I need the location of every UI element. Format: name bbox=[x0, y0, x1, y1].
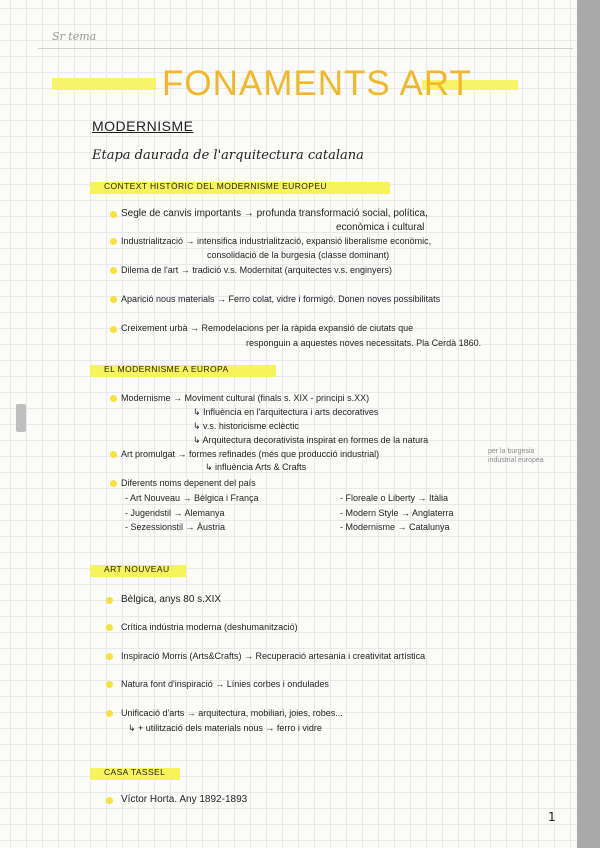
margin-tab bbox=[16, 404, 26, 432]
noms-left-2: - Jugendstil → Alemanya bbox=[125, 508, 225, 518]
section-europa-label: EL MODERNISME A EUROPA bbox=[104, 364, 229, 374]
europa-noms-intro: Diferents noms depenent del país bbox=[121, 478, 256, 488]
europa-sub-2: ↳ v.s. historicisme eclèctic bbox=[193, 421, 299, 431]
topic-label: Sr tema bbox=[52, 30, 97, 43]
title-highlight-left bbox=[52, 78, 156, 90]
art-nouveau-item-4: Natura font d'inspiració → Línies corbes i ondulades bbox=[121, 679, 329, 689]
noms-right-3: - Modernisme → Catalunya bbox=[340, 522, 450, 532]
subtitle: Etapa daurada de l'arquitectura catalana bbox=[92, 148, 364, 163]
bullet-dot bbox=[110, 211, 117, 218]
side-note-2: industrial europea bbox=[488, 457, 544, 464]
noms-left-3: - Sezessionstil → Àustria bbox=[125, 522, 226, 532]
section-art-nouveau-label: ART NOUVEAU bbox=[104, 564, 170, 574]
context-item-2-cont: consolidació de la burgesia (classe dominant) bbox=[207, 250, 390, 260]
topic-line bbox=[38, 24, 573, 49]
section-art-nouveau bbox=[104, 564, 170, 574]
europa-modernisme: Modernisme → Moviment cultural (finals s. XIX - principi s.XX) bbox=[121, 393, 370, 403]
side-note-1: per la burgesia bbox=[488, 448, 535, 455]
context-item-4: Aparició nous materials → Ferro colat, vidre i formigó. Donen noves possibilitats bbox=[121, 294, 441, 304]
context-item-3: Dilema de l'art → tradició v.s. Modernitat (arquitectes v.s. enginyers) bbox=[121, 265, 392, 275]
context-item-5: Creixement urbà → Remodelacions per la ràpida expansió de ciutats que bbox=[121, 323, 414, 333]
heading-modernisme: MODERNISME bbox=[92, 118, 194, 134]
europa-sub-1: ↳ Influència en l'arquitectura i arts decoratives bbox=[193, 407, 379, 417]
bullet-dot bbox=[106, 597, 113, 604]
page-number: 1 bbox=[548, 810, 556, 824]
bullet-dot bbox=[106, 681, 113, 688]
bullet-dot bbox=[110, 267, 117, 274]
bullet-dot bbox=[110, 238, 117, 245]
bullet-dot bbox=[106, 624, 113, 631]
bullet-dot bbox=[110, 296, 117, 303]
art-nouveau-item-5: Unificació d'arts → arquitectura, mobiliari, joies, robes... bbox=[121, 708, 343, 718]
scroll-gutter bbox=[577, 0, 600, 848]
section-context-label: CONTEXT HISTÒRIC DEL MODERNISME EUROPEU bbox=[104, 181, 327, 191]
europa-sub-3: ↳ Arquitectura decorativista inspirat en formes de la natura bbox=[193, 435, 429, 445]
context-item-5-cont: responguin a aquestes noves necessitats. Pla Cerdà 1860. bbox=[246, 338, 482, 348]
section-casa-tassel bbox=[104, 767, 165, 777]
europa-art-promulgat-sub: ↳ influència Arts & Crafts bbox=[205, 462, 307, 472]
casa-tassel-item-1: Víctor Horta. Any 1892-1893 bbox=[121, 794, 248, 805]
bullet-dot bbox=[110, 395, 117, 402]
bullet-dot bbox=[110, 326, 117, 333]
context-item-1-cont: econòmica i cultural bbox=[336, 222, 425, 233]
page-title: FONAMENTS ART bbox=[162, 64, 472, 103]
art-nouveau-item-2: Crítica indústria moderna (deshumanització) bbox=[121, 622, 298, 632]
context-item-1: Segle de canvis importants → profunda transformació social, política, bbox=[121, 208, 428, 219]
context-item-2: Industrialització → intensifica industrialització, expansió liberalisme econòmic, bbox=[121, 236, 432, 246]
section-context bbox=[104, 181, 327, 191]
art-nouveau-item-6: ↳ + utilització dels materials nous → ferro i vidre bbox=[128, 723, 322, 733]
bullet-dot bbox=[106, 653, 113, 660]
bullet-dot bbox=[106, 797, 113, 804]
art-nouveau-item-3: Inspiració Morris (Arts&Crafts) → Recuperació artesania i creativitat artística bbox=[121, 651, 426, 661]
bullet-dot bbox=[106, 710, 113, 717]
noms-right-1: - Floreale o Liberty → Itàlia bbox=[340, 493, 449, 503]
bullet-dot bbox=[110, 451, 117, 458]
europa-art-promulgat: Art promulgat → formes refinades (més que producció industrial) bbox=[121, 449, 380, 459]
bullet-dot bbox=[110, 480, 117, 487]
section-casa-tassel-label: CASA TASSEL bbox=[104, 767, 166, 777]
section-europa bbox=[104, 364, 229, 374]
art-nouveau-item-1: Bèlgica, anys 80 s.XIX bbox=[121, 594, 222, 605]
noms-left-1: - Art Nouveau → Bèlgica i França bbox=[125, 493, 259, 503]
noms-right-2: - Modern Style → Anglaterra bbox=[340, 508, 454, 518]
